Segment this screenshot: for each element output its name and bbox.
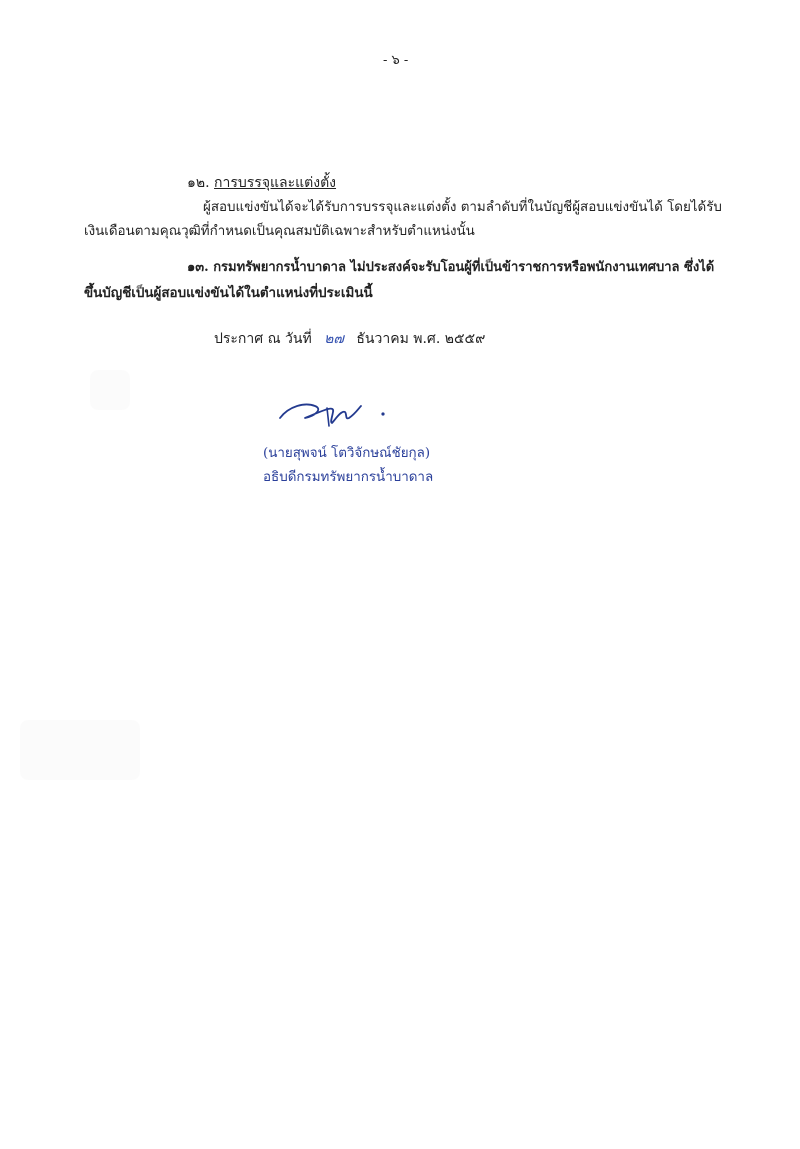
scan-artifact [20,720,140,780]
announcement-month-year: ธันวาคม พ.ศ. ๒๕๕๙ [356,331,486,347]
announcement-day: ๒๗ [324,331,344,347]
section-12-line-2: เงินเดือนตามคุณวุฒิที่กำหนดเป็นคุณสมบัติเฉพาะสำหรับตำแหน่งนั้น [84,224,475,239]
handwritten-signature [275,396,405,436]
section-13-line-1: ๑๓. กรมทรัพยากรน้ำบาดาล ไม่ประสงค์จะรับโอนผู้ที่เป็นข้าราชการหรือพนักงานเทศบาล ซึ่งได้ [187,260,715,275]
announcement-prefix: ประกาศ ณ วันที่ [214,331,312,347]
section-12-heading [187,174,336,192]
section-12-number: ๑๒. [187,175,210,191]
page-number: - ๖ - [383,53,409,68]
section-12-line-1: ผู้สอบแข่งขันได้จะได้รับการบรรจุและแต่งตั้ง ตามลำดับที่ในบัญชีผู้สอบแข่งขันได้ โดยได้รับ [203,200,722,215]
section-12-title: การบรรจุและแต่งตั้ง [214,175,337,191]
signatory-position: อธิบดีกรมทรัพยากรน้ำบาดาล [263,470,434,485]
scan-artifact [90,370,130,410]
signatory-name: (นายสุพจน์ โตวิจักษณ์ชัยกุล) [263,446,431,461]
announcement-date [214,330,485,348]
section-13-line-2: ขึ้นบัญชีเป็นผู้สอบแข่งขันได้ในตำแหน่งที่ประเมินนี้ [84,285,373,301]
